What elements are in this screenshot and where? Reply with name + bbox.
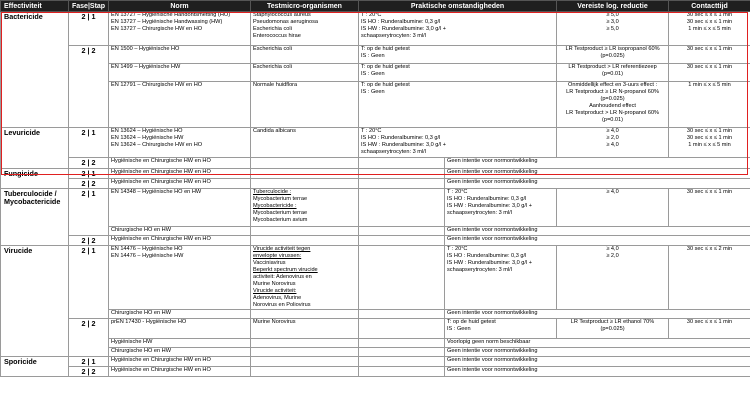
reductie-cell: Onmiddellijk effect en 3-uurs effect : LR Testproduct ≥ LR N-propanol 60% (p=0.025) Aanhoudend effect LR Testproduct > LR N-propanol 60% (p=0.01)	[557, 82, 669, 128]
fase-cell: 2 | 1	[69, 12, 109, 46]
category-levuricide: Levuricide	[1, 128, 69, 169]
norm-cell: Hygiënische en Chirurgische HW en HO	[109, 158, 251, 169]
micro-cell: Escherichia coli	[251, 64, 359, 82]
note-cell: Geen intentie voor normontwikkeling	[445, 236, 750, 246]
category-tuberculocide: Tuberculocide / Mycobactericide	[1, 189, 69, 246]
praktische-cell: T: op de huid getest IS : Geen	[359, 46, 557, 64]
empty-cell	[359, 348, 445, 357]
fase-cell: 2 | 1	[69, 189, 109, 236]
micro-cell: Tuberculocide : Mycobacterium terrae Mycobactericide : Mycobacterium terrae Mycobacterium avium	[251, 189, 359, 227]
micro-cell	[251, 339, 359, 348]
norm-cell: Chirurgische HO en HW	[109, 348, 251, 357]
header-norm: Norm	[109, 1, 251, 12]
fase-cell: 2 | 2	[69, 179, 109, 189]
norm-cell: EN 13624 – Hygiënische HO EN 13624 – Hygiënische HW EN 13624 – Chirurgische HW en HO	[109, 128, 251, 158]
table-row	[1, 46, 750, 64]
header-praktische: Praktische omstandigheden	[359, 1, 557, 12]
empty-cell	[359, 319, 445, 339]
note-cell: Voorlopig geen norm beschikbaar	[445, 339, 750, 348]
table-row	[1, 319, 750, 339]
table-row	[1, 169, 750, 179]
praktische-cell: T : 20°C IS HO : Runderalbumine: 0,3 g/l IS HW : Runderalbumine: 3,0 g/l + schaapserytrocyten: 3 ml/l	[445, 189, 557, 227]
header-fase-stap: Fase|Stap	[69, 1, 109, 12]
note-cell: Geen intentie voor normontwikkeling	[445, 367, 750, 377]
norm-cell: EN 13727 – Hygiënische Handontsmetting (HO) EN 13727 – Hygiënische Handwassing (HW) EN 13727 – Chirurgische HW en HO	[109, 12, 251, 46]
micro-cell: Virucide activiteit tegen envelopte virussen: Vacciniavirus Beperkt spectrum virucide activiteit: Adenovirus en Murine Norovirus Virucide activiteit: Adenovirus, Murine Norovirus en Poliovirus	[251, 246, 359, 310]
praktische-cell: T : 20°C IS HO : Runderalbumine: 0,3 g/l IS HW : Runderalbumine: 3,0 g/l + schaapserytrocyten: 3 ml/l	[359, 128, 557, 158]
empty-cell	[359, 236, 445, 246]
empty-cell	[359, 189, 445, 227]
micro-cell: Normale huidflora	[251, 82, 359, 128]
empty-cell	[359, 179, 445, 189]
norm-cell: Hygiënische en Chirurgische HW en HO	[109, 236, 251, 246]
table-row	[1, 158, 750, 169]
empty-cell	[359, 339, 445, 348]
praktische-cell: T: op de huid getest IS : Geen	[445, 319, 557, 339]
header-reductie: Vereiste log. reductie	[557, 1, 669, 12]
fase-cell: 2 | 1	[69, 128, 109, 158]
table-row	[1, 128, 750, 158]
micro-cell	[251, 169, 359, 179]
header-contacttijd: Contacttijd	[669, 1, 750, 12]
micro-cell: Staphylococcus aureus Pseudomonas aeruginosa Escherichia coli Enterococcus hirae	[251, 12, 359, 46]
fase-cell: 2 | 2	[69, 236, 109, 246]
table-row	[1, 348, 750, 357]
micro-cell	[251, 179, 359, 189]
category-sporicide: Sporicide	[1, 357, 69, 377]
norm-cell: Chirurgische HO en HW	[109, 227, 251, 236]
micro-cell	[251, 367, 359, 377]
micro-cell	[251, 310, 359, 319]
table-row	[1, 227, 750, 236]
empty-cell	[359, 367, 445, 377]
norm-cell: EN 1500 – Hygiënische HO	[109, 46, 251, 64]
norm-cell: Hygiënische HW	[109, 339, 251, 348]
note-cell: Geen intentie voor normontwikkeling	[445, 169, 750, 179]
micro-cell: Candida albicans	[251, 128, 359, 158]
micro-cell	[251, 158, 359, 169]
fase-cell: 2 | 1	[69, 169, 109, 179]
header-effectiviteit: Effectiviteit	[1, 1, 69, 12]
contacttijd-cell: 30 sec ≤ x ≤ 2 min	[669, 246, 750, 310]
table-row	[1, 12, 750, 46]
micro-cell	[251, 357, 359, 367]
note-cell: Geen intentie voor normontwikkeling	[445, 179, 750, 189]
contacttijd-cell: 30 sec ≤ x ≤ 1 min 30 sec ≤ x ≤ 1 min 1 min ≤ x ≤ 5 min	[669, 12, 750, 46]
table-row	[1, 236, 750, 246]
fase-cell: 2 | 1	[69, 357, 109, 367]
empty-cell	[359, 227, 445, 236]
praktische-cell: T : 20°C IS HO : Runderalbumine: 0,3 g/l IS HW : Runderalbumine: 3,0 g/l + schaapserytrocyten: 3 ml/l	[445, 246, 557, 310]
norm-cell: Hygiënische en Chirurgische HW en HO	[109, 367, 251, 377]
table-row	[1, 339, 750, 348]
fase-cell: 2 | 2	[69, 158, 109, 169]
norm-cell: EN 1499 – Hygiënische HW	[109, 64, 251, 82]
fase-cell: 2 | 2	[69, 319, 109, 357]
contacttijd-cell: 30 sec ≤ x ≤ 1 min	[669, 64, 750, 82]
contacttijd-cell: 1 min ≤ x ≤ 5 min	[669, 82, 750, 128]
norm-cell: EN 14348 – Hygiënische HO en HW	[109, 189, 251, 227]
norm-cell: EN 14476 – Hygiënische HO EN 14476 – Hygiënische HW	[109, 246, 251, 310]
note-cell: Geen intentie voor normontwikkeling	[445, 348, 750, 357]
norm-cell: prEN 17430 - Hygiënische HO	[109, 319, 251, 339]
norm-cell: Hygiënische en Chirurgische HW en HO	[109, 169, 251, 179]
table-row	[1, 82, 750, 128]
norm-cell: Chirurgische HO en HW	[109, 310, 251, 319]
reductie-cell: LR Testproduct > LR referentiezeep (p=0.01)	[557, 64, 669, 82]
micro-cell	[251, 236, 359, 246]
reductie-cell: ≥ 5,0 ≥ 3,0 ≥ 5,0	[557, 12, 669, 46]
micro-cell	[251, 227, 359, 236]
table-row	[1, 189, 750, 227]
category-fungicide: Fungicide	[1, 169, 69, 189]
praktische-cell: T : 20°C IS HO : Runderalbumine: 0,3 g/l IS HW : Runderalbumine: 3,0 g/l + schaapserytrocyten: 3 ml/l	[359, 12, 557, 46]
table-row	[1, 367, 750, 377]
micro-cell: Escherichia coli	[251, 46, 359, 64]
contacttijd-cell: 30 sec ≤ x ≤ 1 min	[669, 319, 750, 339]
note-cell: Geen intentie voor normontwikkeling	[445, 357, 750, 367]
empty-cell	[359, 158, 445, 169]
contacttijd-cell: 30 sec ≤ x ≤ 1 min	[669, 189, 750, 227]
reductie-cell: ≥ 4,0 ≥ 2,0 ≥ 4,0	[557, 128, 669, 158]
fase-cell: 2 | 1	[69, 246, 109, 319]
praktische-cell: T: op de huid getest IS : Geen	[359, 82, 557, 128]
note-cell: Geen intentie voor normontwikkeling	[445, 227, 750, 236]
header-testmicro: Testmicro-organismen	[251, 1, 359, 12]
category-bactericide: Bactericide	[1, 12, 69, 128]
micro-cell	[251, 348, 359, 357]
reductie-cell: LR Testproduct ≥ LR ethanol 70% (p=0.025)	[557, 319, 669, 339]
norm-cell: Hygiënische en Chirurgische HW en HO	[109, 357, 251, 367]
empty-cell	[359, 357, 445, 367]
norm-cell: Hygiënische en Chirurgische HW en HO	[109, 179, 251, 189]
contacttijd-cell: 30 sec ≤ x ≤ 1 min 30 sec ≤ x ≤ 1 min 1 min ≤ x ≤ 5 min	[669, 128, 750, 158]
table-row	[1, 310, 750, 319]
empty-cell	[359, 169, 445, 179]
empty-cell	[359, 246, 445, 310]
micro-cell: Murine Norovirus	[251, 319, 359, 339]
note-cell: Geen intentie voor normontwikkeling	[445, 158, 750, 169]
table-header-row	[1, 1, 750, 12]
praktische-cell: T: op de huid getest IS : Geen	[359, 64, 557, 82]
norm-cell: EN 12791 – Chirurgische HW en HO	[109, 82, 251, 128]
fase-cell: 2 | 2	[69, 367, 109, 377]
category-virucide: Virucide	[1, 246, 69, 357]
fase-cell: 2 | 2	[69, 46, 109, 128]
table-row	[1, 357, 750, 367]
contacttijd-cell: 30 sec ≤ x ≤ 1 min	[669, 46, 750, 64]
reductie-cell: LR Testproduct ≥ LR isopropanol 60% (p=0.025)	[557, 46, 669, 64]
reductie-cell: ≥ 4,0	[557, 189, 669, 227]
empty-cell	[359, 310, 445, 319]
table-row	[1, 64, 750, 82]
table-row	[1, 179, 750, 189]
note-cell: Geen intentie voor normontwikkeling	[445, 310, 750, 319]
reductie-cell: ≥ 4,0 ≥ 2,0	[557, 246, 669, 310]
table-row	[1, 246, 750, 310]
